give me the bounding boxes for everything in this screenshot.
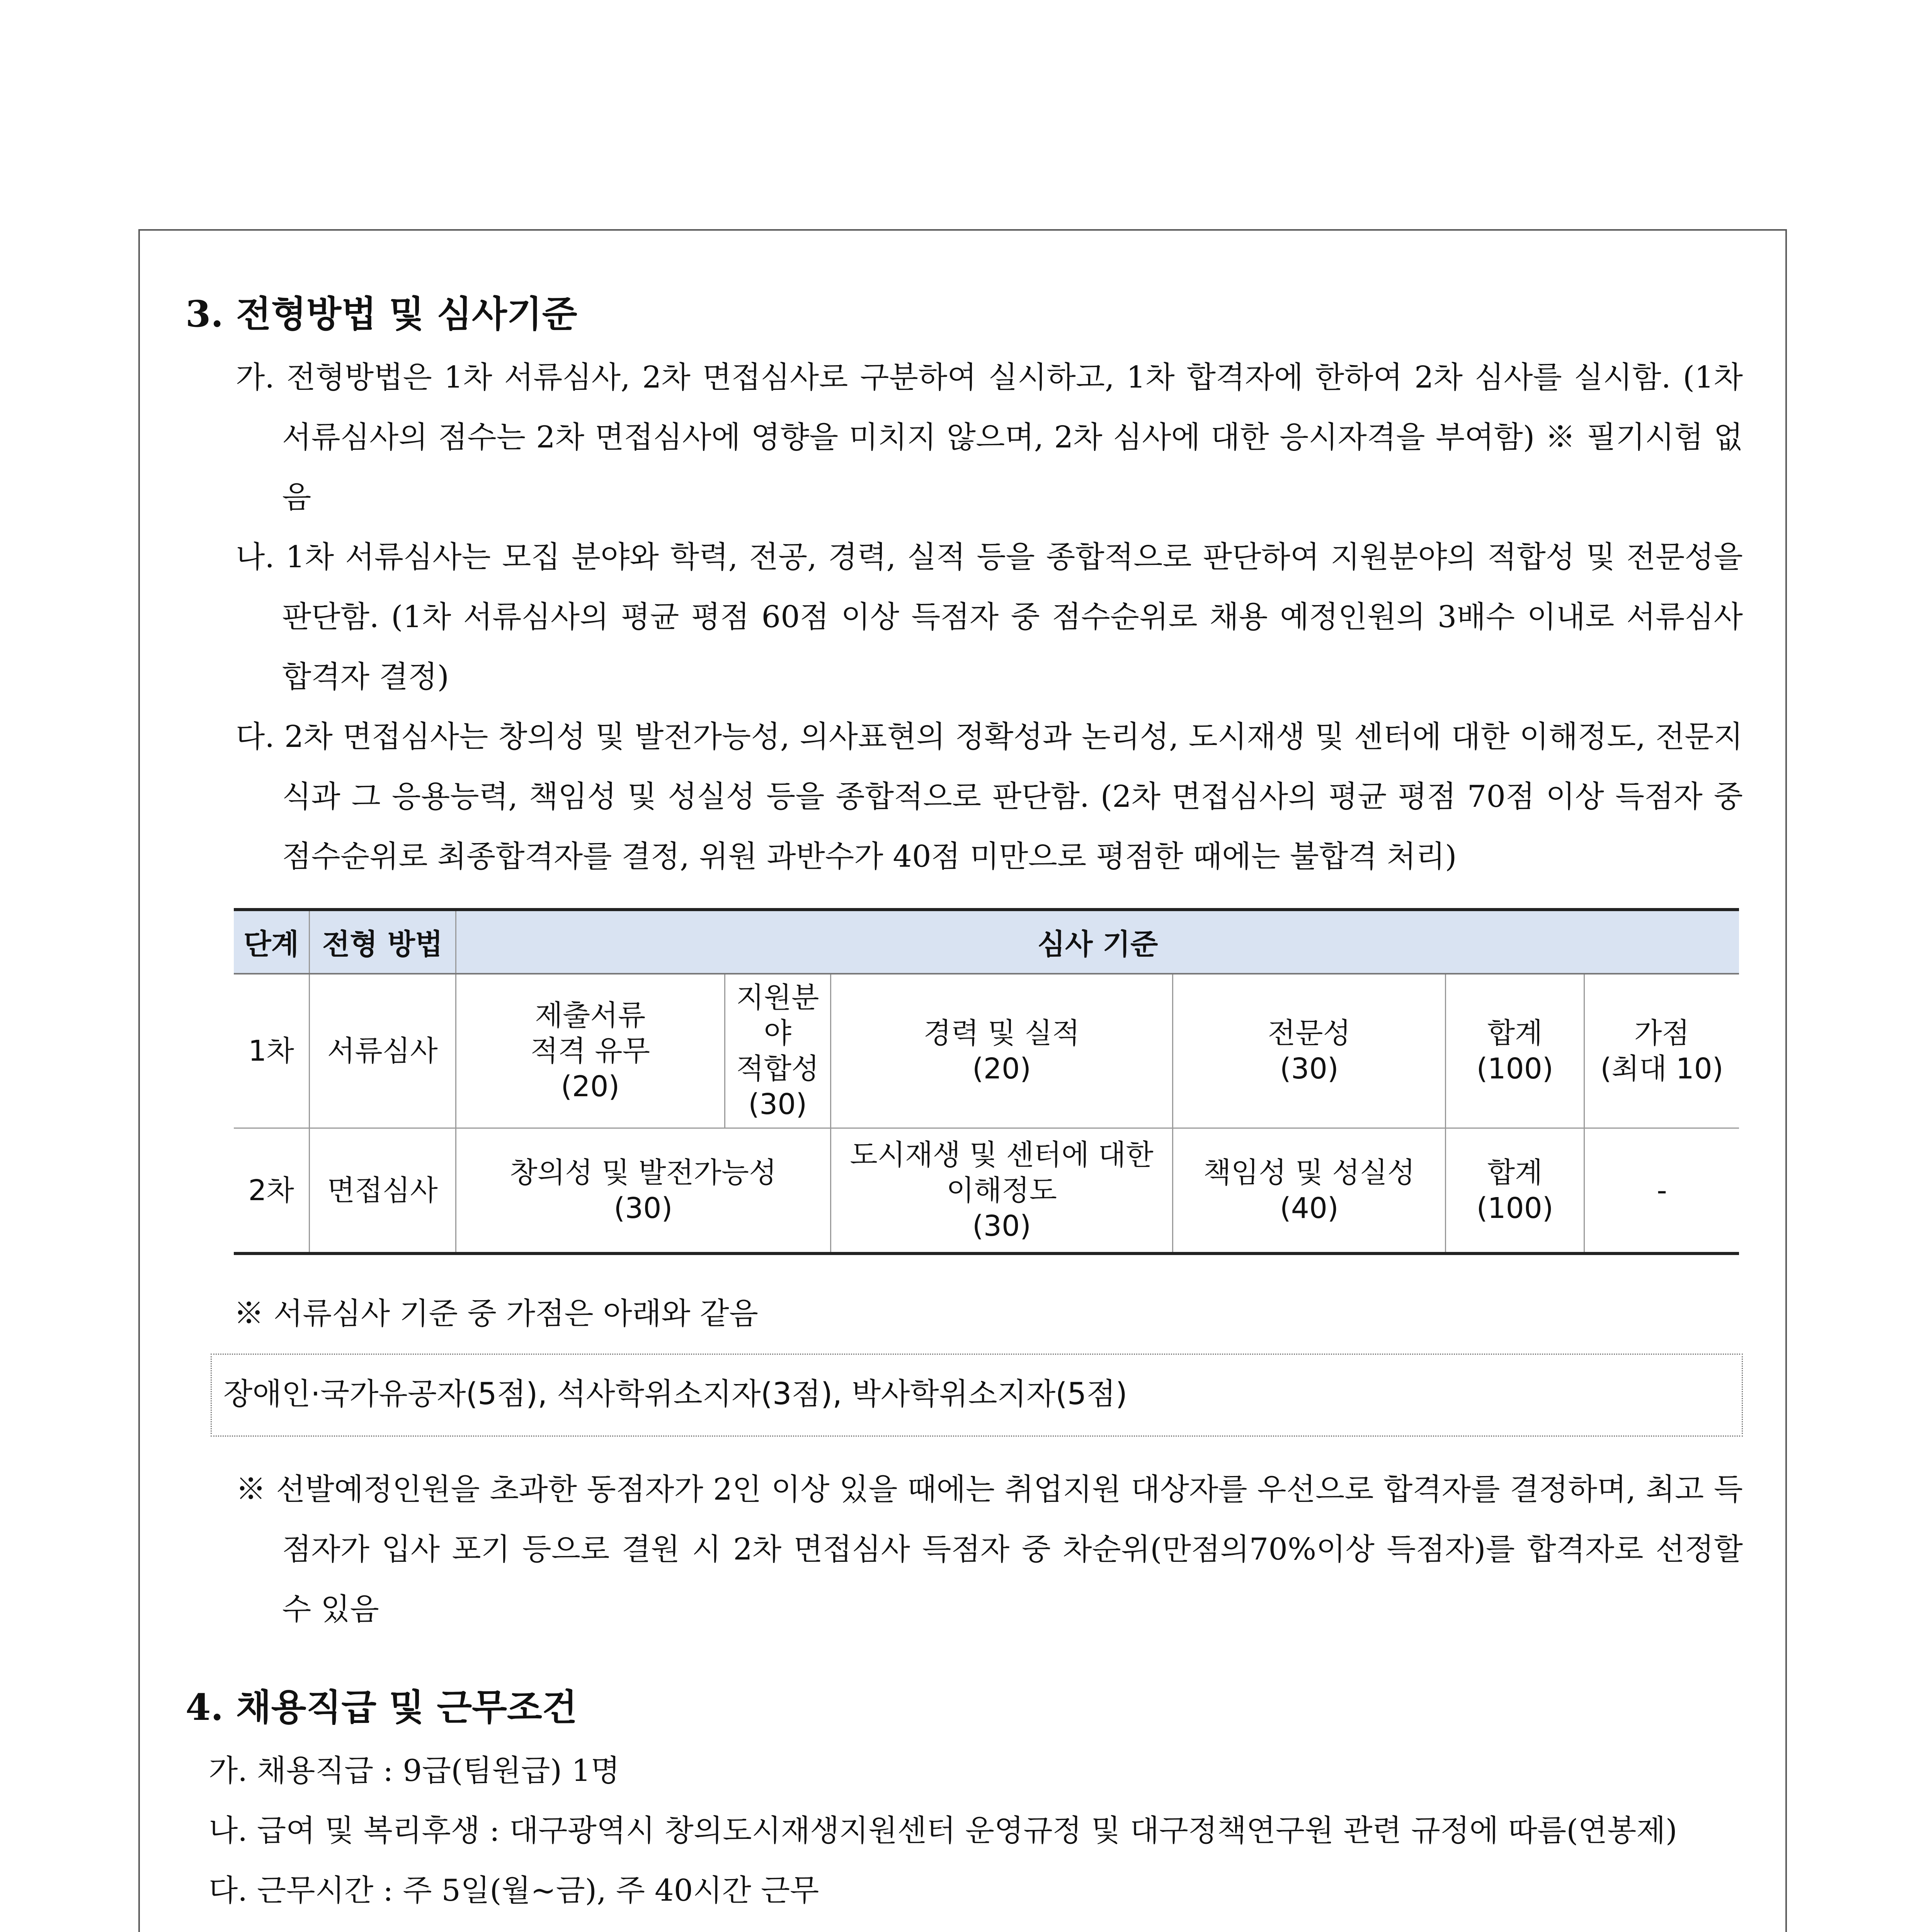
section-4-item-ga: 가. 채용직급 : 9급(팀원급) 1명	[209, 1753, 620, 1789]
row1-total: 합계 (100)	[1446, 974, 1584, 1128]
document-frame	[138, 229, 1787, 1932]
bonus-points-box: 장애인·국가유공자(5점), 석사학위소지자(3점), 박사학위소지자(5점)	[211, 1354, 1743, 1437]
header-criteria: 심사 기준	[456, 910, 1739, 974]
section-3-item-ga: 가. 전형방법은 1차 서류심사, 2차 면접심사로 구분하여 실시하고, 1차 합격자에 한하여 2차 심사를 실시함. (1차 서류심사의 점수는 2차 면접심사에 영향을 미치지 않으며, 2차 심사에 대한 응시자격을 부여함) ※ 필기시험 없음	[236, 360, 1743, 515]
tie-breaker-note: ※ 선발예정인원을 초과한 동점자가 2인 이상 있을 때에는 취업지원 대상자를 우선으로 합격자를 결정하며, 최고 득점자가 입사 포기 등으로 결원 시 2차 면접심사 득점자 중 차순위(만점의70%이상 득점자)를 합격자로 선정할 수 있음	[236, 1472, 1743, 1627]
row1-criteria-suitability: 지원분야 적합성 (30)	[725, 974, 830, 1128]
row2-stage: 2차	[234, 1128, 309, 1253]
row1-bonus: 가점 (최대 10)	[1584, 974, 1739, 1128]
row2-criteria-responsibility: 책임성 및 성실성 (40)	[1173, 1128, 1446, 1253]
row2-method: 면접심사	[309, 1128, 456, 1253]
row1-criteria-experience: 경력 및 실적 (20)	[830, 974, 1172, 1128]
table-row	[234, 974, 1739, 1128]
table-row	[234, 1128, 1739, 1253]
row1-method: 서류심사	[309, 974, 456, 1128]
table-header-row	[234, 910, 1739, 974]
section-3-title: 3. 전형방법 및 심사기준	[185, 293, 577, 335]
row2-criteria-understanding: 도시재생 및 센터에 대한 이해정도 (30)	[830, 1128, 1172, 1253]
document-content	[185, 293, 1743, 1932]
section-4-items	[185, 1741, 1743, 1932]
screening-criteria-table	[234, 908, 1739, 1255]
header-method: 전형 방법	[309, 910, 456, 974]
section-3-items	[185, 348, 1743, 887]
section-4-item-da-note	[185, 1921, 1743, 1932]
section-3-item-na: 나. 1차 서류심사는 모집 분야와 학력, 전공, 경력, 실적 등을 종합적으로 판단하여 지원분야의 적합성 및 전문성을 판단함. (1차 서류심사의 평균 평점 60점 이상 득점자 중 점수순위로 채용 예정인원의 3배수 이내로 서류심사 합격자 결정)	[236, 539, 1743, 694]
header-stage: 단계	[234, 910, 309, 974]
row2-bonus: -	[1584, 1128, 1739, 1253]
row1-criteria-documents: 제출서류 적격 유무 (20)	[456, 974, 725, 1128]
row1-criteria-expertise: 전문성 (30)	[1173, 974, 1446, 1128]
row2-total: 합계 (100)	[1446, 1128, 1584, 1253]
section-4-title: 4. 채용직급 및 근무조건	[185, 1686, 577, 1729]
row2-criteria-creativity: 창의성 및 발전가능성 (30)	[456, 1128, 830, 1253]
section-3-item-da: 다. 2차 면접심사는 창의성 및 발전가능성, 의사표현의 정확성과 논리성, 도시재생 및 센터에 대한 이해정도, 전문지식과 그 응용능력, 책임성 및 성실성 등을 종합적으로 판단함. (2차 면접심사의 평균 평점 70점 이상 득점자 중 점수순위로 최종합격자를 결정, 위원 과반수가 40점 미만으로 평점한 때에는 불합격 처리)	[236, 719, 1743, 874]
row1-stage: 1차	[234, 974, 309, 1128]
section-4-item-na: 나. 급여 및 복리후생 : 대구광역시 창의도시재생지원센터 운영규정 및 대구정책연구원 관련 규정에 따름(연봉제)	[209, 1813, 1678, 1849]
bonus-note: ※ 서류심사 기준 중 가점은 아래와 같음	[234, 1296, 758, 1332]
section-4-item-da: 다. 근무시간 : 주 5일(월~금), 주 40시간 근무	[209, 1873, 819, 1908]
